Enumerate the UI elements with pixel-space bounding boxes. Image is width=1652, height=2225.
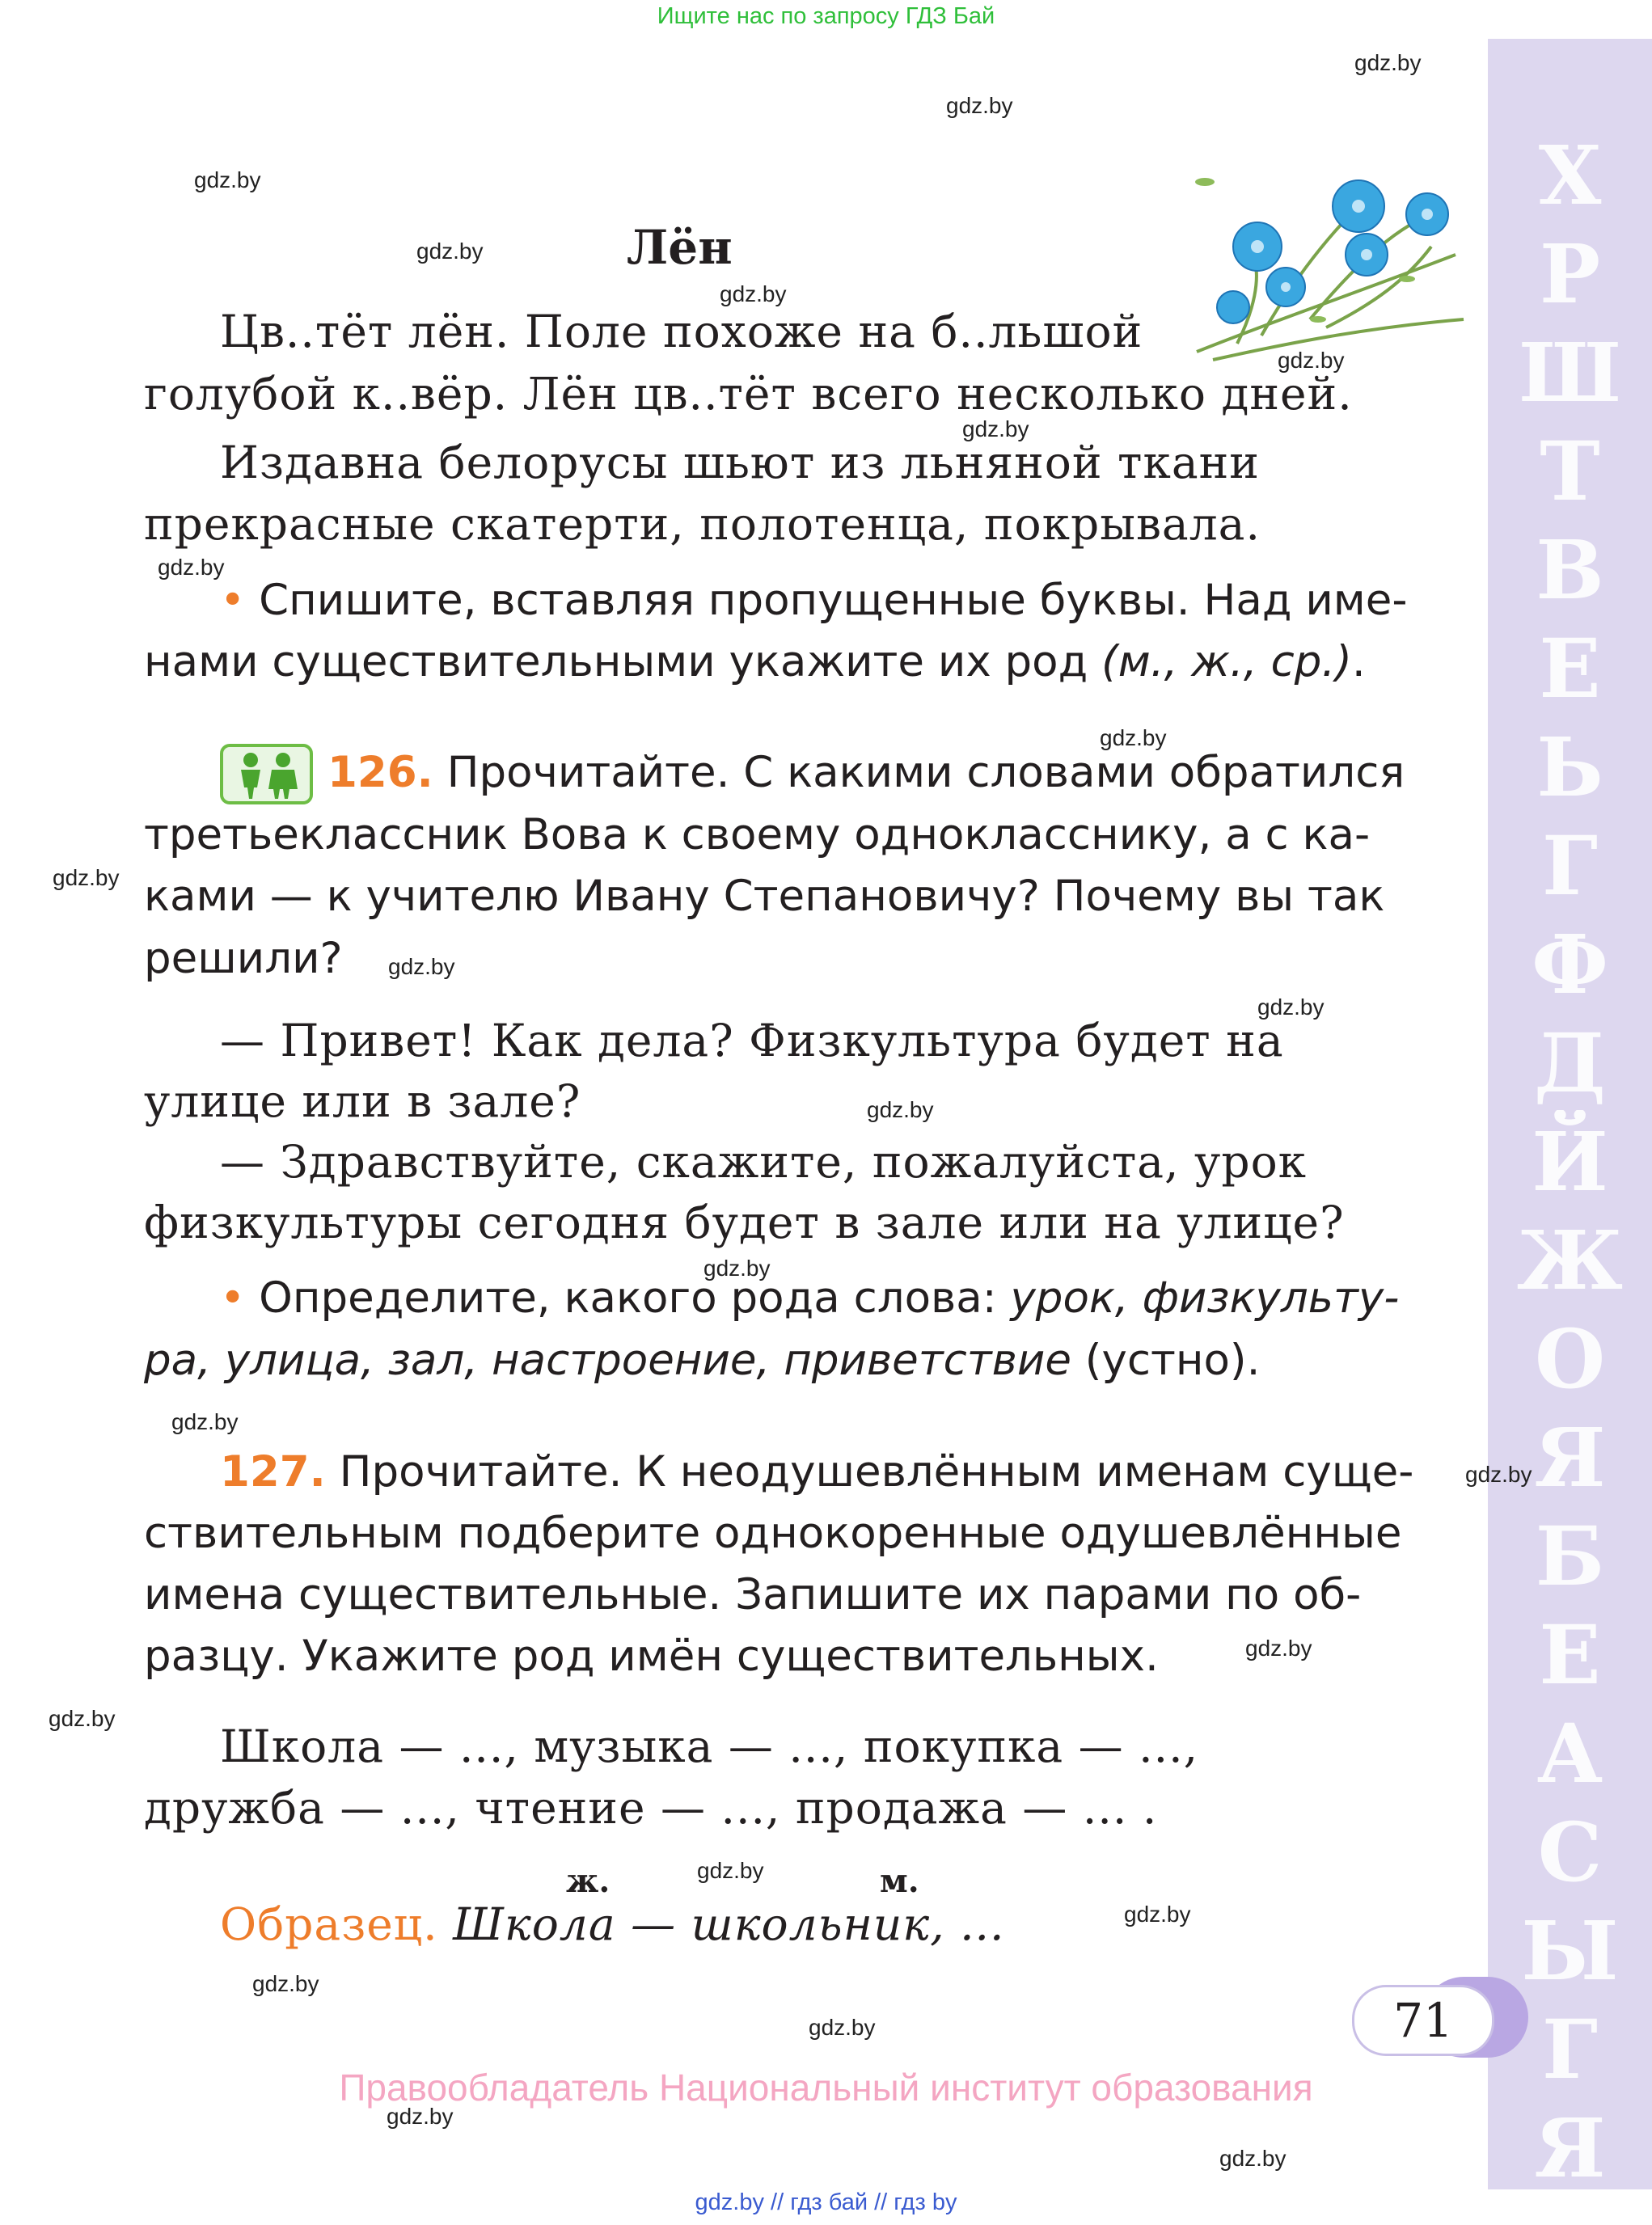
- pair-work-icon: [220, 744, 313, 804]
- word-list: дружба — ..., чтение — ..., продажа — ... .: [144, 1782, 1158, 1834]
- watermark: gdz.by: [53, 865, 120, 890]
- decorative-letter: Р: [1539, 226, 1601, 322]
- watermark: gdz.by: [1354, 50, 1422, 75]
- watermark: gdz.by: [49, 1706, 116, 1731]
- sample-line: Образец. Школа — школьник, ...: [220, 1898, 1005, 1950]
- exercise-number: 127.: [220, 1447, 326, 1497]
- task-instruction: • Спишите, вставляя пропущенные буквы. Над име-: [220, 576, 1408, 625]
- decorative-letter: Ж: [1516, 1213, 1624, 1308]
- decorative-alphabet-strip: [1488, 39, 1652, 2196]
- copyright-owner: Правообладатель Национальный институт образования: [339, 2067, 1313, 2109]
- decorative-letter: Ь: [1536, 720, 1603, 815]
- watermark: gdz.by: [1465, 1462, 1532, 1487]
- decorative-letter: Ф: [1532, 917, 1608, 1012]
- gender-mark: ж.: [566, 1862, 611, 1900]
- decorative-letter: Г: [1541, 2002, 1599, 2097]
- watermark: gdz.by: [1100, 725, 1167, 750]
- dialog-line: — Здравствуйте, скажите, пожалуйста, урок: [220, 1136, 1308, 1188]
- decorative-letter: Г: [1541, 818, 1599, 914]
- watermark: gdz.by: [946, 93, 1013, 118]
- bullet: •: [220, 1273, 246, 1323]
- sample-label: Образец.: [220, 1898, 438, 1950]
- watermark: gdz.by: [194, 167, 261, 192]
- decorative-letter: Я: [1534, 2100, 1606, 2196]
- decorative-letter: Ш: [1519, 325, 1621, 420]
- text-line: ками — к учителю Ивану Степановичу? Почему вы так: [144, 872, 1385, 921]
- watermark: gdz.by: [388, 954, 455, 979]
- dialog-line: — Привет! Как дела? Физкультура будет на: [220, 1015, 1284, 1066]
- task-instruction: • Определите, какого рода слова: урок, физкульту-: [220, 1273, 1400, 1323]
- task-instruction: нами существительными укажите их род (м., ж., ср.).: [144, 637, 1366, 686]
- footer-links: gdz.by // гдз бай // гдз by: [695, 2189, 957, 2215]
- top-banner: Ищите нас по запросу ГДЗ Бай: [657, 3, 995, 29]
- watermark: gdz.by: [1219, 2146, 1287, 2171]
- bullet: •: [220, 576, 246, 625]
- dialog-line: улице или в зале?: [144, 1075, 581, 1127]
- text-line: голубой к..вёр. Лён цв..тёт всего несколько дней.: [144, 368, 1353, 420]
- dialog-line: физкультуры сегодня будет в зале или на улице?: [144, 1197, 1345, 1248]
- exercise-126-heading: 126. Прочитайте. С какими словами обратился: [327, 748, 1405, 797]
- decorative-letter: Б: [1535, 1509, 1605, 1604]
- decorative-letter: В: [1536, 522, 1604, 618]
- word-list: Школа — ..., музыка — ..., покупка — ...,: [220, 1720, 1199, 1772]
- decorative-letter: Ы: [1521, 1903, 1619, 1999]
- watermark: gdz.by: [1245, 1636, 1312, 1661]
- text-line: Издавна белорусы шьют из льняной ткани: [220, 437, 1260, 488]
- task-instruction: ра, улица, зал, настроение, приветствие (устно).: [144, 1336, 1261, 1385]
- decorative-letter: Д: [1534, 1015, 1606, 1111]
- watermark: gdz.by: [171, 1409, 239, 1434]
- watermark: gdz.by: [1124, 1902, 1191, 1927]
- text-line: разцу. Укажите род имён существительных.: [144, 1632, 1159, 1681]
- watermark: gdz.by: [1278, 348, 1345, 373]
- watermark: gdz.by: [252, 1971, 319, 1996]
- exercise-127-heading: 127. Прочитайте. К неодушевлённым именам суще-: [220, 1447, 1414, 1497]
- watermark: gdz.by: [962, 416, 1029, 441]
- decorative-letter: А: [1536, 1706, 1603, 1801]
- decorative-letter: Х: [1538, 128, 1602, 223]
- watermark: gdz.by: [867, 1097, 934, 1122]
- exercise-number: 126.: [327, 748, 433, 797]
- decorative-letter: Е: [1539, 1607, 1601, 1703]
- watermark: gdz.by: [1257, 994, 1325, 1020]
- decorative-letter: Й: [1532, 1114, 1608, 1210]
- decorative-letter: Т: [1540, 424, 1600, 519]
- text-line: имена существительные. Запишите их парами по об-: [144, 1570, 1362, 1619]
- text-title: Лён: [627, 220, 733, 275]
- text-line: Цв..тёт лён. Поле похоже на б..льшой: [220, 306, 1143, 357]
- decorative-letter: С: [1537, 1805, 1603, 1900]
- text-line: ствительным подберите однокоренные одушевлённые: [144, 1509, 1402, 1558]
- page-number: 71: [1352, 1985, 1494, 2056]
- text-line: третьеклассник Вова к своему однокласснику, а с ка-: [144, 810, 1371, 859]
- watermark: gdz.by: [697, 1858, 764, 1883]
- watermark: gdz.by: [416, 239, 484, 264]
- text-line: прекрасные скатерти, полотенца, покрывала.: [144, 498, 1261, 550]
- watermark: gdz.by: [703, 1256, 771, 1281]
- watermark: gdz.by: [387, 2104, 454, 2129]
- gender-mark: м.: [880, 1862, 919, 1900]
- watermark: gdz.by: [809, 2015, 876, 2040]
- watermark: gdz.by: [720, 281, 787, 306]
- decorative-letter: Я: [1534, 1410, 1606, 1505]
- watermark: gdz.by: [158, 555, 225, 580]
- decorative-letter: Е: [1539, 621, 1601, 716]
- decorative-letter: О: [1534, 1311, 1606, 1407]
- text-line: решили?: [144, 934, 343, 983]
